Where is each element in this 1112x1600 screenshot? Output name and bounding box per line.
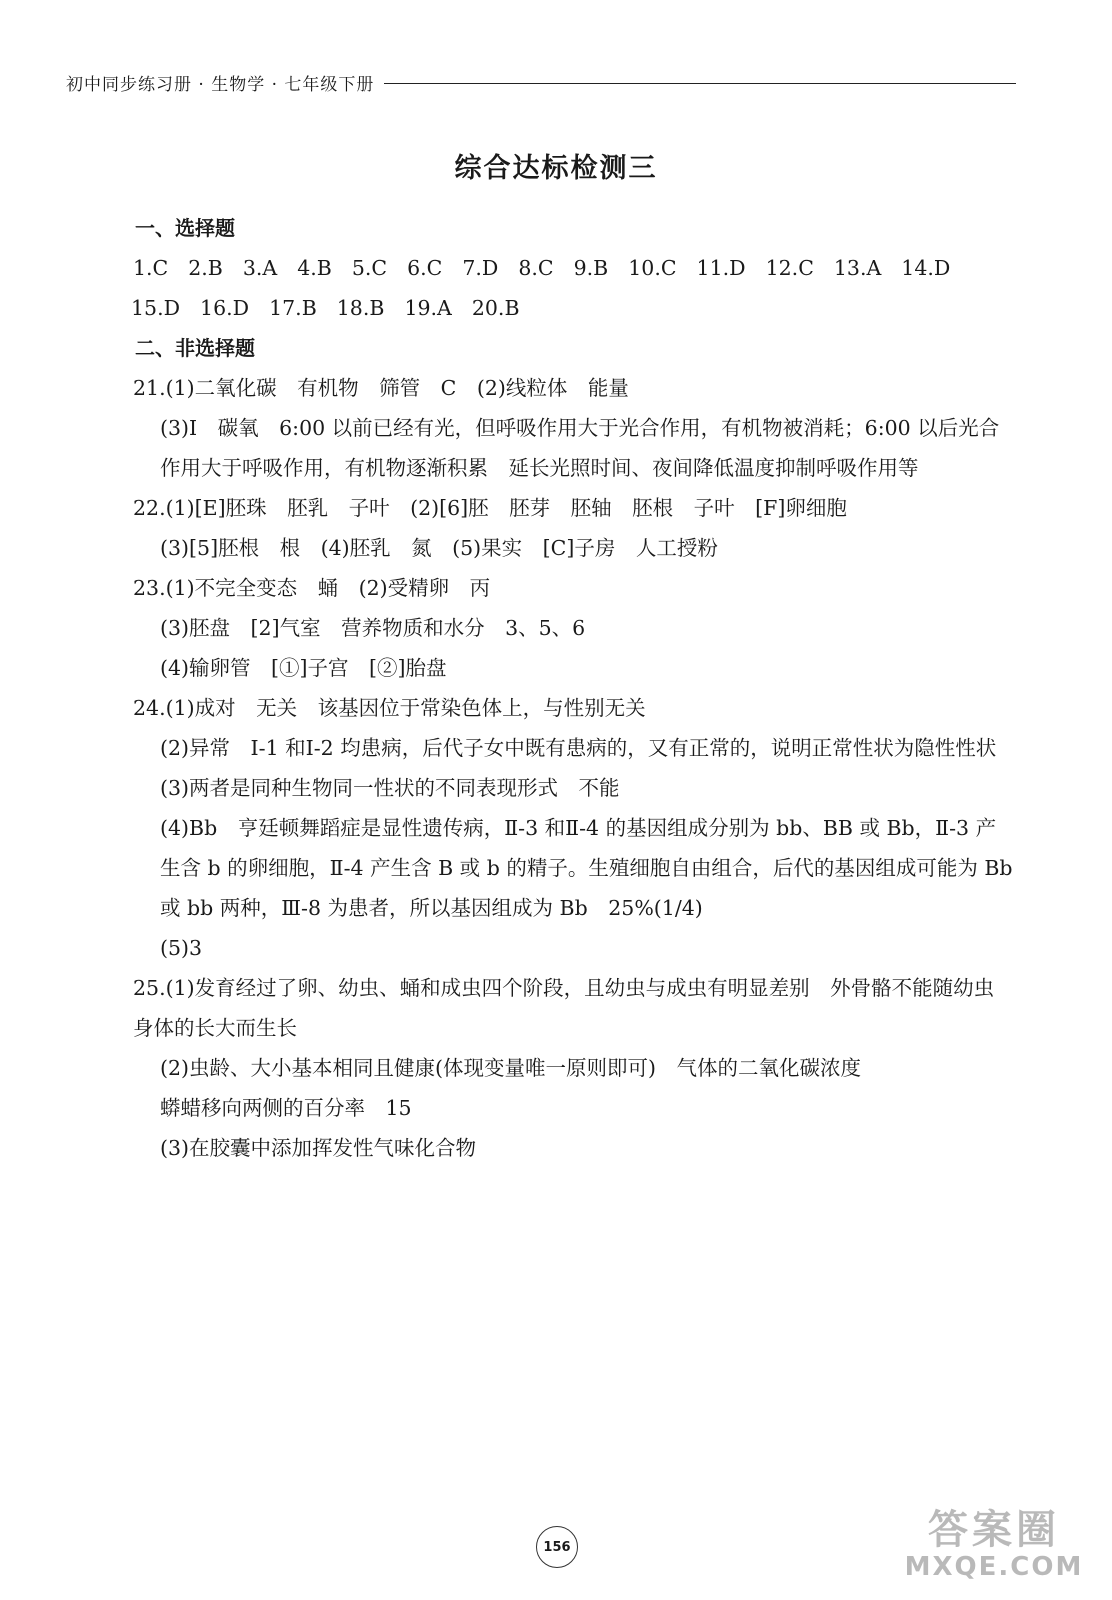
answer-item: 18.B: [336, 296, 385, 320]
answer-item: 17.B: [269, 296, 317, 320]
answer-line: (3)胚盘 [2]气室 营养物质和水分 3、5、6: [160, 616, 586, 640]
question-22: [133, 488, 1013, 568]
question-24: [133, 688, 1013, 968]
answer-item: 12.C: [765, 256, 814, 280]
answer-line: 25.(1)发育经过了卵、幼虫、蛹和成虫四个阶段，且幼虫与成虫有明显差别 外骨骼不能随幼虫身体的长大而生长: [133, 976, 995, 1040]
header-text: 初中同步练习册 · 生物学 · 七年级下册: [66, 75, 375, 95]
answer-line: 蟒蜡移向两侧的百分率 15: [160, 1096, 412, 1120]
answer-line: (4)输卵管 [①]子宫 [②]胎盘: [160, 656, 447, 680]
answer-line: (3)Ⅰ 碳氧 6:00 以前已经有光，但呼吸作用大于光合作用，有机物被消耗；6:00 以后光合作用大于呼吸作用，有机物逐渐积累 延长光照时间、夜间降低温度抑制呼吸作用等: [160, 416, 1000, 480]
answer-item: 3.A: [242, 256, 278, 280]
answer-item: 19.A: [404, 296, 452, 320]
page-number: 156: [536, 1526, 578, 1568]
page-title: 综合达标检测三: [454, 153, 658, 184]
answer-item: 8.C: [518, 256, 554, 280]
answer-item: 2.B: [188, 256, 223, 280]
section-heading-nonchoice: 二、非选择题: [135, 336, 255, 360]
answer-item: 13.A: [833, 256, 882, 280]
answer-content: [133, 208, 1013, 1168]
watermark-logo: [894, 1508, 1094, 1588]
answer-item: 14.D: [901, 256, 951, 280]
answer-line: (4)Bb 亨廷顿舞蹈症是显性遗传病，Ⅱ-3 和Ⅱ-4 的基因组成分别为 bb、BB 或 Bb，Ⅱ-3 产生含 b 的卵细胞，Ⅱ-4 产生含 B 或 b 的精子。生殖细胞自由组合，后代的基因组成可能为 Bb 或 bb 两种，Ⅲ-8 为患者，所以基因组成为 Bb 25%(1/4): [160, 816, 1013, 920]
choice-answers-row-2: [131, 288, 1013, 328]
answer-line: 21.(1)二氧化碳 有机物 筛管 C (2)线粒体 能量: [133, 376, 629, 400]
answer-item: 11.D: [696, 256, 746, 280]
section-heading-choice: 一、选择题: [135, 216, 235, 240]
watermark-top: 答案圈: [928, 1507, 1060, 1553]
answer-item: 16.D: [200, 296, 250, 320]
answer-line: (3)[5]胚根 根 (4)胚乳 氮 (5)果实 [C]子房 人工授粉: [160, 536, 718, 560]
answer-line: 23.(1)不完全变态 蛹 (2)受精卵 丙: [133, 576, 491, 600]
answer-item: 5.C: [351, 256, 388, 280]
watermark-bottom: MXQE.COM: [904, 1552, 1084, 1582]
answer-item: 15.D: [131, 296, 181, 320]
answer-line: (5)3: [160, 936, 203, 960]
answer-item: 20.B: [471, 296, 520, 320]
answer-item: 4.B: [297, 256, 332, 280]
answer-item: 7.D: [462, 256, 499, 280]
answer-line: 22.(1)[E]胚珠 胚乳 子叶 (2)[6]胚 胚芽 胚轴 胚根 子叶 [F]卵细胞: [133, 496, 847, 520]
question-25: [133, 968, 1013, 1168]
header-rule: [384, 83, 1016, 84]
answer-line: 24.(1)成对 无关 该基因位于常染色体上，与性别无关: [133, 696, 646, 720]
answer-item: 6.C: [407, 256, 443, 280]
answer-item: 10.C: [628, 256, 677, 280]
answer-line: (3)两者是同种生物同一性状的不同表现形式 不能: [160, 776, 620, 800]
running-header: [66, 70, 1016, 95]
answer-line: (3)在胶囊中添加挥发性气味化合物: [160, 1136, 477, 1160]
answer-line: (2)异常 Ⅰ-1 和Ⅰ-2 均患病，后代子女中既有患病的，又有正常的，说明正常性状为隐性性状: [160, 736, 997, 760]
question-21: [133, 368, 1013, 488]
answer-line: (2)虫龄、大小基本相同且健康(体现变量唯一原则即可) 气体的二氧化碳浓度: [160, 1056, 862, 1080]
answer-item: 9.B: [573, 256, 609, 280]
answer-item: 1.C: [133, 256, 169, 280]
question-23: [133, 568, 1013, 688]
choice-answers-row-1: [133, 248, 1013, 288]
